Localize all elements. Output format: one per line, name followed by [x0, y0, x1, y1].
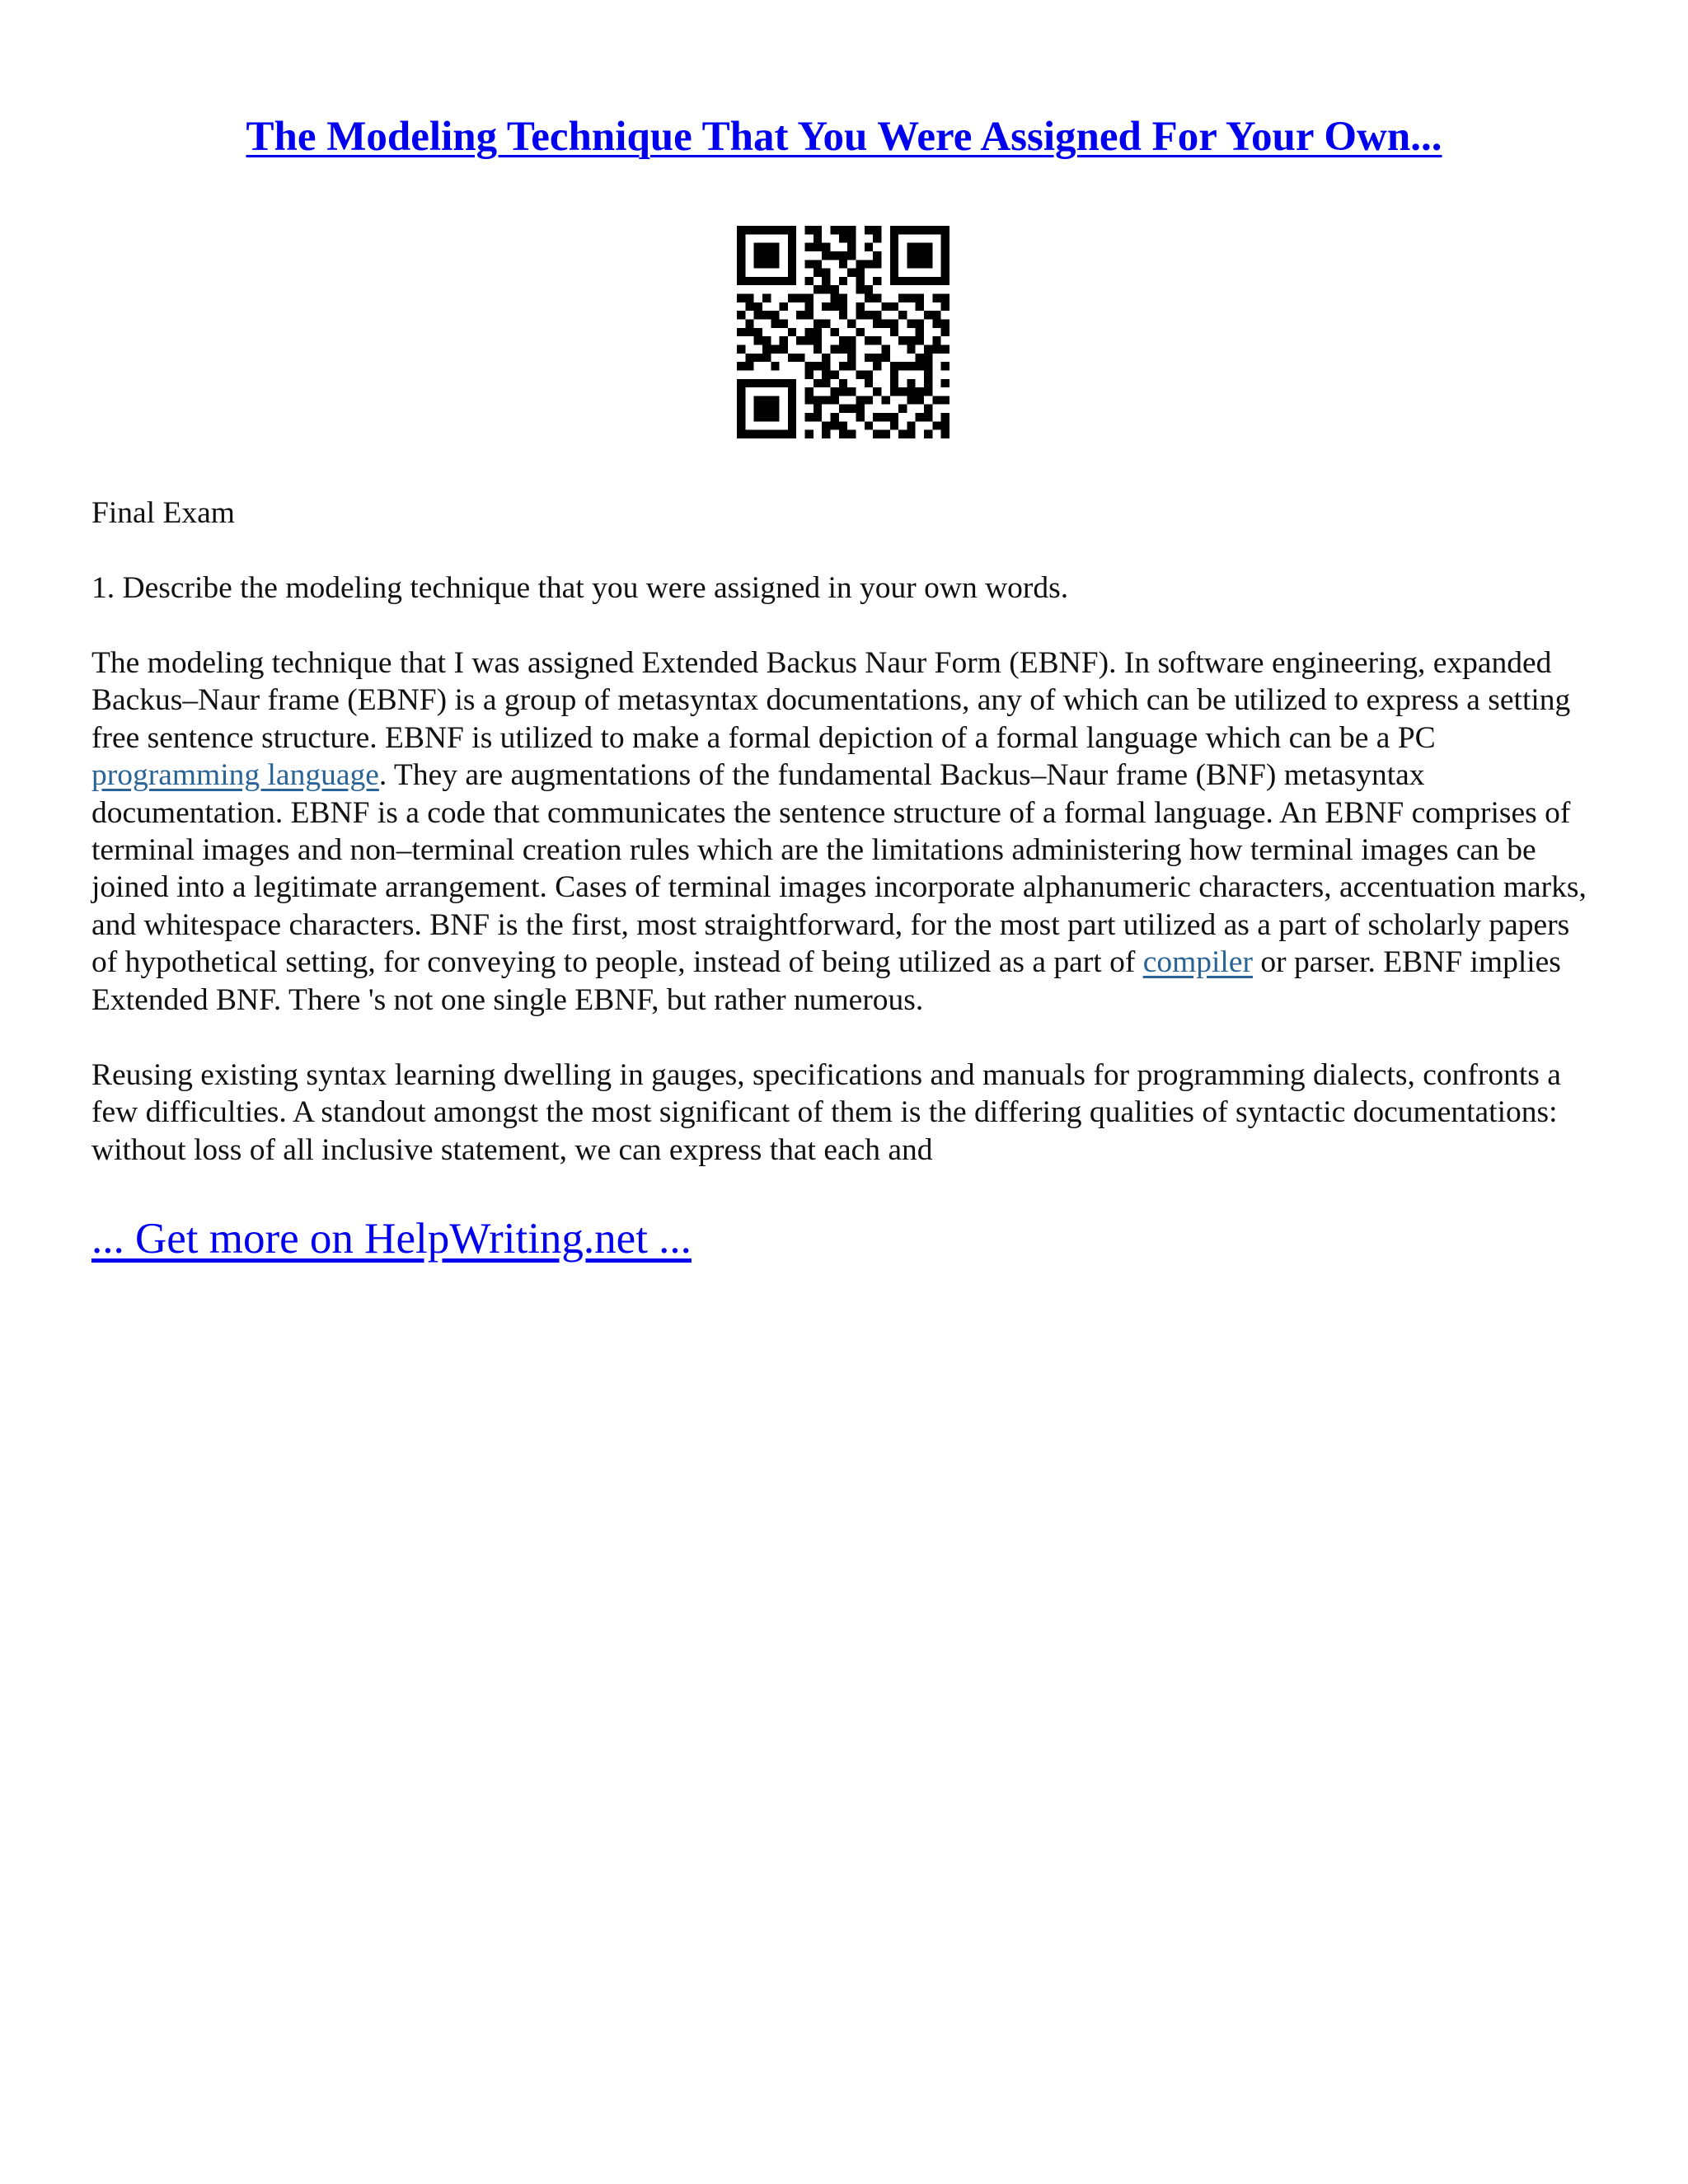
compiler-link[interactable]: compiler: [1142, 945, 1253, 980]
get-more-line: [91, 1212, 692, 1266]
programming-language-link[interactable]: programming language: [91, 758, 379, 793]
paragraph-syntax-reuse: Reusing existing syntax learning dwelling in gauges, specifications and manuals for programming dialects, confronts a few difficulties. A standout amongst the most significant of them is the differing qualities of syntactic documentations: without loss of all inclusive statement, we can express that each and: [91, 1058, 1561, 1167]
title-link[interactable]: The Modeling Technique That You Were Assigned For Your Own...: [246, 114, 1442, 160]
section-heading: Final Exam: [91, 496, 235, 530]
document-title: [0, 110, 1688, 163]
qr-code-icon: [737, 226, 950, 438]
paragraph-ebnf-part2: . They are augmentations of the fundamental Backus–Naur frame (BNF) metasyntax documentation. EBNF is a code that communicates the sentence structure of a formal language. An EBNF comprises of terminal images and non–terminal creation rules which are the limitations administering how terminal images can be joined into a legitimate arrangement. Cases of terminal images incorporate alphanumeric characters, accentuation marks, and whitespace characters. BNF is the first, most straightforward, for the most part utilized as a part of scholarly papers of hypothetical setting, for conveying to people, instead of being utilized as a part of: [91, 758, 1587, 980]
paragraph-ebnf: [91, 644, 1600, 1019]
paragraph-ebnf-part3: or parser. EBNF implies Extended BNF. There 's not one single EBNF, but rather numerous.: [91, 945, 1561, 1017]
paragraph-ebnf-part1: The modeling technique that I was assigned Extended Backus Naur Form (EBNF). In software engineering, expanded Backus–Naur frame (EBNF) is a group of metasyntax documentations, any of which can be utilized to express a setting free sentence structure. EBNF is utilized to make a formal depiction of a formal language which can be a PC: [91, 646, 1571, 755]
get-more-link[interactable]: ... Get more on HelpWriting.net ...: [91, 1215, 692, 1263]
question-text: 1. Describe the modeling technique that you were assigned in your own words.: [91, 571, 1069, 605]
